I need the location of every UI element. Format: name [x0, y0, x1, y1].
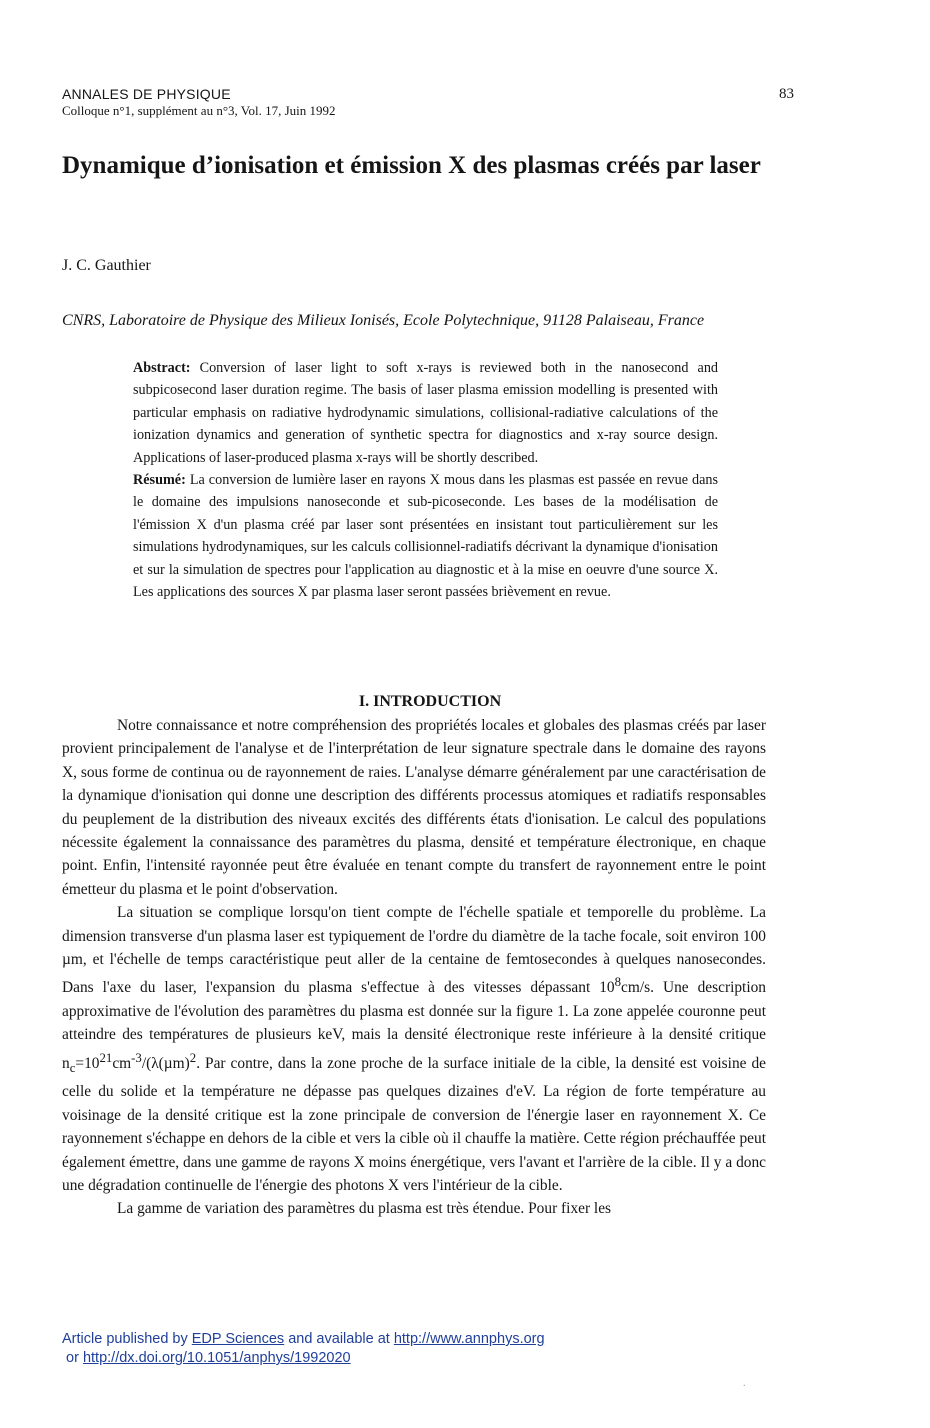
author-affiliation: CNRS, Laboratoire de Physique des Milieux Ionisés, Ecole Polytechnique, 91128 Palaiseau, France: [62, 312, 705, 329]
page-number: 83: [779, 86, 794, 102]
abstract-block: [133, 357, 718, 603]
body-text: [62, 714, 766, 1221]
author-name: J. C. Gauthier: [62, 257, 151, 274]
issue-info: Colloque n°1, supplément au n°3, Vol. 17, Juin 1992: [62, 103, 336, 118]
running-header: [62, 86, 794, 119]
paragraph-1: Notre connaissance et notre compréhension des propriétés locales et globales des plasmas créés par laser provient principalement de l'analyse et de l'interprétation de leur signature spectrale dans le domaine des rayons X, sous forme de continua ou de rayonnement de raies. L'analyse démarre généralement par une caractérisation de la dynamique d'ionisation qui donne une description des différents processus atomiques et radiatifs responsables du peuplement de la distribution des niveaux excités des différents états d'ionisation. Le calcul des populations nécessite également la connaissance des paramètres du plasma, densité et température électronique, en chaque point. Enfin, l'intensité rayonnée peut être évaluée en tenant compte du transfert de rayonnement entre le point émetteur du plasma et le point d'observation.: [62, 717, 766, 898]
paragraph-3: La gamme de variation des paramètres du plasma est très étendue. Pour fixer les: [117, 1200, 612, 1218]
abstract-french: Résumé: La conversion de lumière laser en rayons X mous dans les plasmas est passée en revue dans le domaine des impulsions nanoseconde et sub-picoseconde. Les bases de la modélisation de l'émission X d'un plasma créé par laser sont présentées en insistant tout particulièrement sur les simulations hydrodynamiques, sur les calculs collisionnel-radiatifs décrivant la dynamique d'ionisation et sur la simulation de spectres pour l'application au diagnostic et à la mise en oeuvre d'une source X. Les applications des sources X par plasma laser seront passées brièvement en revue.: [133, 472, 719, 601]
resume-text: La conversion de lumière laser en rayons X mous dans les plasmas est passée en revue dans le domaine des impulsions nanoseconde et sub-picoseconde. Les bases de la modélisation de l'émission X d'un plasma créé par laser sont présentées en insistant tout particulièrement sur les simulations hydrodynamiques, sur les calculs collisionnel-radiatifs décrivant la dynamique d'ionisation et sur la simulation de spectres pour l'application au diagnostic et à la mise en oeuvre d'une source X. Les applications des sources X par plasma laser seront passées brièvement en revue.: [133, 472, 719, 601]
section-heading: I. INTRODUCTION: [358, 693, 502, 710]
footer-line-2: or http://dx.doi.org/10.1051/anphys/1992020: [66, 1350, 351, 1366]
abstract-english: Abstract: Conversion of laser light to soft x-rays is reviewed both in the nanosecond and subpicosecond laser duration regime. The basis of laser plasma emission modelling is presented with particular emphasis on radiative hydrodynamic simulations, collisional-radiative calculations of the ionization dynamics and generation of synthetic spectra for diagnostics and x-ray source design. Applications of laser-produced plasma x-rays will be shortly described.: [133, 360, 719, 466]
paper-title: Dynamique d’ionisation et émission X des plasmas créés par laser: [62, 152, 761, 179]
doi-link[interactable]: http://dx.doi.org/10.1051/anphys/1992020: [82, 1350, 351, 1366]
footer-line-1: Article published by EDP Sciences and available at http://www.annphys.org: [62, 1331, 545, 1347]
publisher-link[interactable]: EDP Sciences: [191, 1331, 285, 1347]
scan-mark: .: [743, 1378, 746, 1389]
abstract-label: Abstract: [133, 360, 186, 376]
publication-footer: [62, 1330, 862, 1368]
resume-label: Résumé: [133, 472, 182, 489]
paragraph-2: La situation se complique lorsqu'on tient compte de l'échelle spatiale et temporelle du problème. La dimension transverse d'un plasma laser est typiquement de l'ordre du diamètre de la tache focale, soit environ 100 µm, et l'échelle de temps caractéristique peut aller de la centaine de femtosecondes à quelques nanosecondes. Dans l'axe du laser, l'expansion du plasma s'effectue à des vitesses dépassant $10^8cm/s$. Une description approximative de l'évolution des paramètres du plasma est donnée sur la figure 1. La zone appelée couronne peut atteindre des températures de plusieurs keV, mais la densité électronique reste inférieure à la densité critique $n_c=10^{21}cm^{-3}/(\lambda(\mu m)^2$. Par contre, dans la zone proche de la surface initiale de la cible, la densité est voisine de celle du solide et la température ne dépasse pas quelques dizaines d'eV. La région de forte température au voisinage de la densité critique est la zone principale de conversion de l'énergie laser en rayonnement X. Ce rayonnement s'échappe en dehors de la cible et vers la cible où il chauffe la matière. Cette région préchauffée peut également émettre, dans une gamme de rayons X moins énergétique, vers l'avant et l'arrière de la cible. Il y a donc une dégradation continuelle de l'énergie des photons X vers l'intérieur de la cible.: [62, 904, 766, 1195]
abstract-text: Conversion of laser light to soft x-rays is reviewed both in the nanosecond and subpicosecond laser duration regime. The basis of laser plasma emission modelling is presented with particular emphasis on radiative hydrodynamic simulations, collisional-radiative calculations of the ionization dynamics and generation of synthetic spectra for diagnostics and x-ray source design. Applications of laser-produced plasma x-rays will be shortly described.: [133, 360, 719, 466]
site-link[interactable]: http://www.annphys.org: [393, 1331, 545, 1347]
journal-name: ANNALES DE PHYSIQUE: [62, 86, 231, 102]
